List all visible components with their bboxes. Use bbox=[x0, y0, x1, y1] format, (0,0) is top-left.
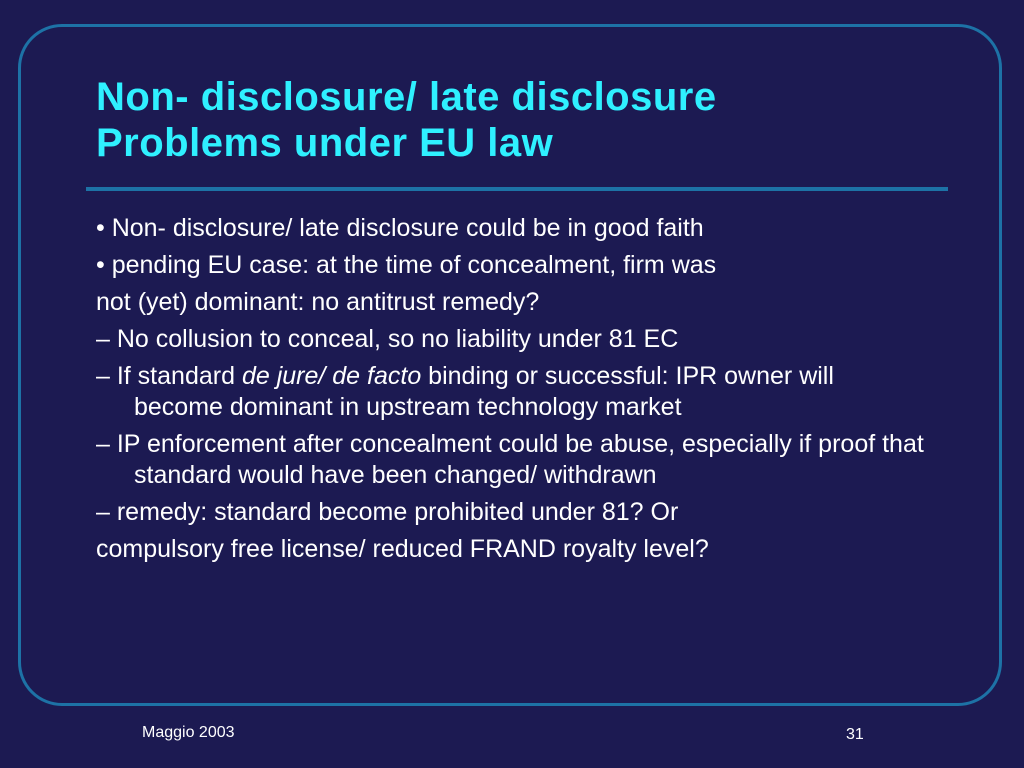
dash-no-collusion: – No collusion to conceal, so no liability under 81 EC bbox=[96, 325, 679, 353]
title-line-1: Non- disclosure/ late disclosure bbox=[96, 75, 717, 119]
title-divider bbox=[86, 187, 948, 191]
standard-prefix: – If standard bbox=[96, 362, 242, 390]
standard-rest: binding or successful: IPR owner will become dominant in upstream technology market bbox=[134, 362, 834, 421]
bullet-good-faith: • Non- disclosure/ late disclosure could be in good faith bbox=[96, 214, 704, 242]
footer-date: Maggio 2003 bbox=[142, 724, 235, 741]
dash-standard-dominant bbox=[96, 361, 926, 423]
slide-body bbox=[96, 213, 926, 571]
dash-remedy: – remedy: standard become prohibited under 81? Or bbox=[96, 498, 679, 526]
dash-ip-enforcement: – IP enforcement after concealment could be abuse, especially if proof that standard would have been changed/ withdrawn bbox=[96, 430, 924, 489]
bullet-pending-case-cont: not (yet) dominant: no antitrust remedy? bbox=[96, 288, 540, 316]
dash-remedy-cont: compulsory free license/ reduced FRAND royalty level? bbox=[96, 535, 709, 563]
title-line-2: Problems under EU law bbox=[96, 121, 554, 165]
footer-page-number: 31 bbox=[846, 726, 864, 743]
bullet-pending-case: • pending EU case: at the time of concealment, firm was bbox=[96, 251, 717, 279]
standard-italic: de jure/ de facto bbox=[241, 362, 422, 390]
slide-title bbox=[96, 74, 956, 166]
